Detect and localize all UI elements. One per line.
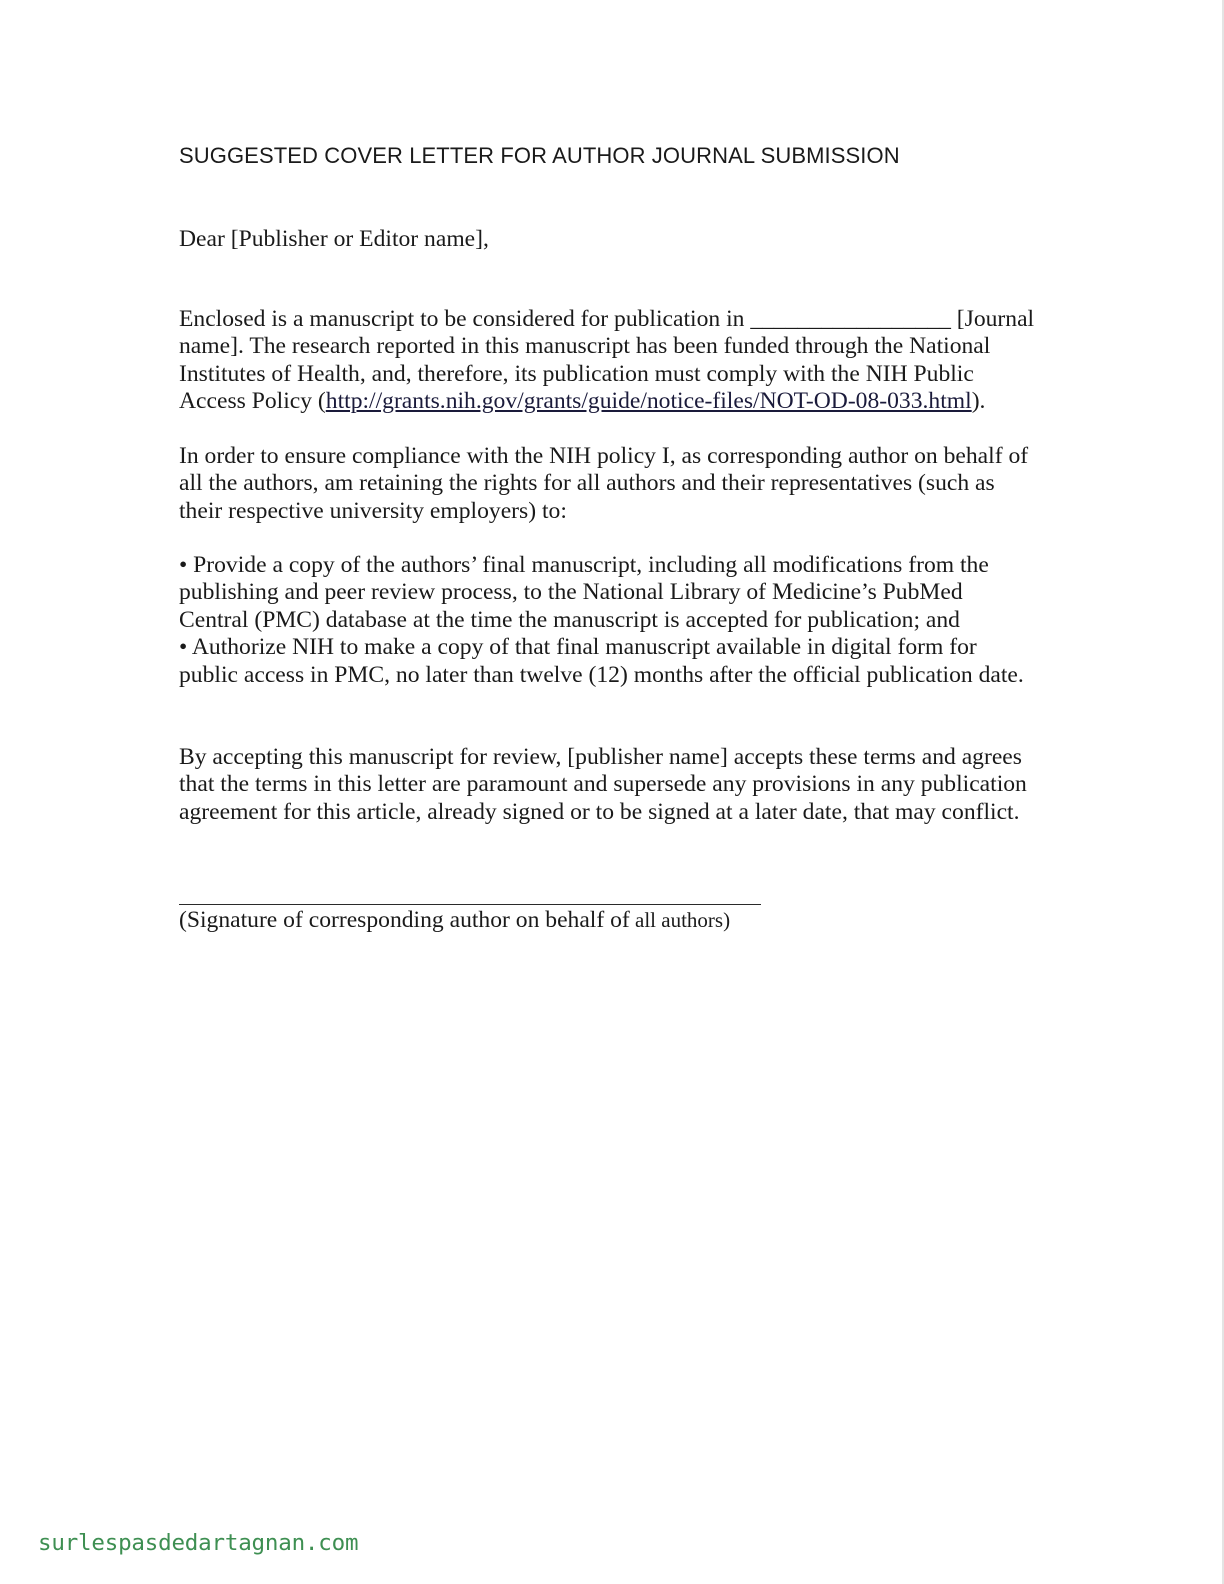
paragraph-line: name]. The research reported in this manuscript has been funded through the National — [179, 333, 991, 360]
paragraph-line: By accepting this manuscript for review, [publisher name] accepts these terms and agrees — [179, 744, 1022, 770]
text-suffix: ). — [971, 388, 986, 415]
paragraph-line: In order to ensure compliance with the NIH policy I, as corresponding author on behalf of — [179, 443, 1029, 469]
paragraph-line: all the authors, am retaining the rights for all authors and their representatives (such as — [179, 470, 995, 497]
paragraph-terms — [179, 744, 1027, 826]
paragraph-line: Enclosed is a manuscript to be considered for publication in _________________ [Journal — [179, 306, 1035, 332]
list-item-continuation: Central (PMC) database at the time the manuscript is accepted for publication; and — [179, 606, 960, 633]
list-item-continuation: public access in PMC, no later than twelve (12) months after the official publication date. — [179, 661, 1024, 688]
paragraph-enclosure — [179, 306, 1034, 416]
nih-policy-link[interactable]: http://grants.nih.gov/grants/guide/notice-files/NOT-OD-08-033.html — [325, 388, 972, 415]
signature-caption-small: all authors) — [629, 908, 731, 932]
letter-heading: SUGGESTED COVER LETTER FOR AUTHOR JOURNAL SUBMISSION — [179, 143, 900, 168]
signature-caption — [179, 907, 730, 934]
signature-line — [179, 904, 761, 905]
list-item: • Provide a copy of the authors’ final manuscript, including all modifications from the — [179, 552, 989, 578]
paragraph-line-with-link — [179, 388, 1034, 415]
salutation: Dear [Publisher or Editor name], — [179, 226, 489, 252]
paragraph-line: that the terms in this letter are paramount and supersede any provisions in any publication — [179, 771, 1027, 798]
site-watermark: surlespasdedartagnan.com — [38, 1530, 359, 1556]
list-item-continuation: publishing and peer review process, to the National Library of Medicine’s PubMed — [179, 579, 963, 606]
paragraph-line: their respective university employers) to: — [179, 497, 567, 524]
bullet-list — [179, 552, 1024, 689]
paragraph-line: Institutes of Health, and, therefore, its publication must comply with the NIH Public — [179, 360, 974, 387]
paragraph-line: agreement for this article, already signed or to be signed at a later date, that may conflict. — [179, 798, 1020, 825]
paragraph-compliance — [179, 443, 1028, 525]
signature-caption-main: (Signature of corresponding author on behalf of — [179, 907, 630, 933]
text-prefix: Access Policy ( — [179, 388, 326, 415]
list-item: • Authorize NIH to make a copy of that final manuscript available in digital form for — [179, 634, 977, 661]
